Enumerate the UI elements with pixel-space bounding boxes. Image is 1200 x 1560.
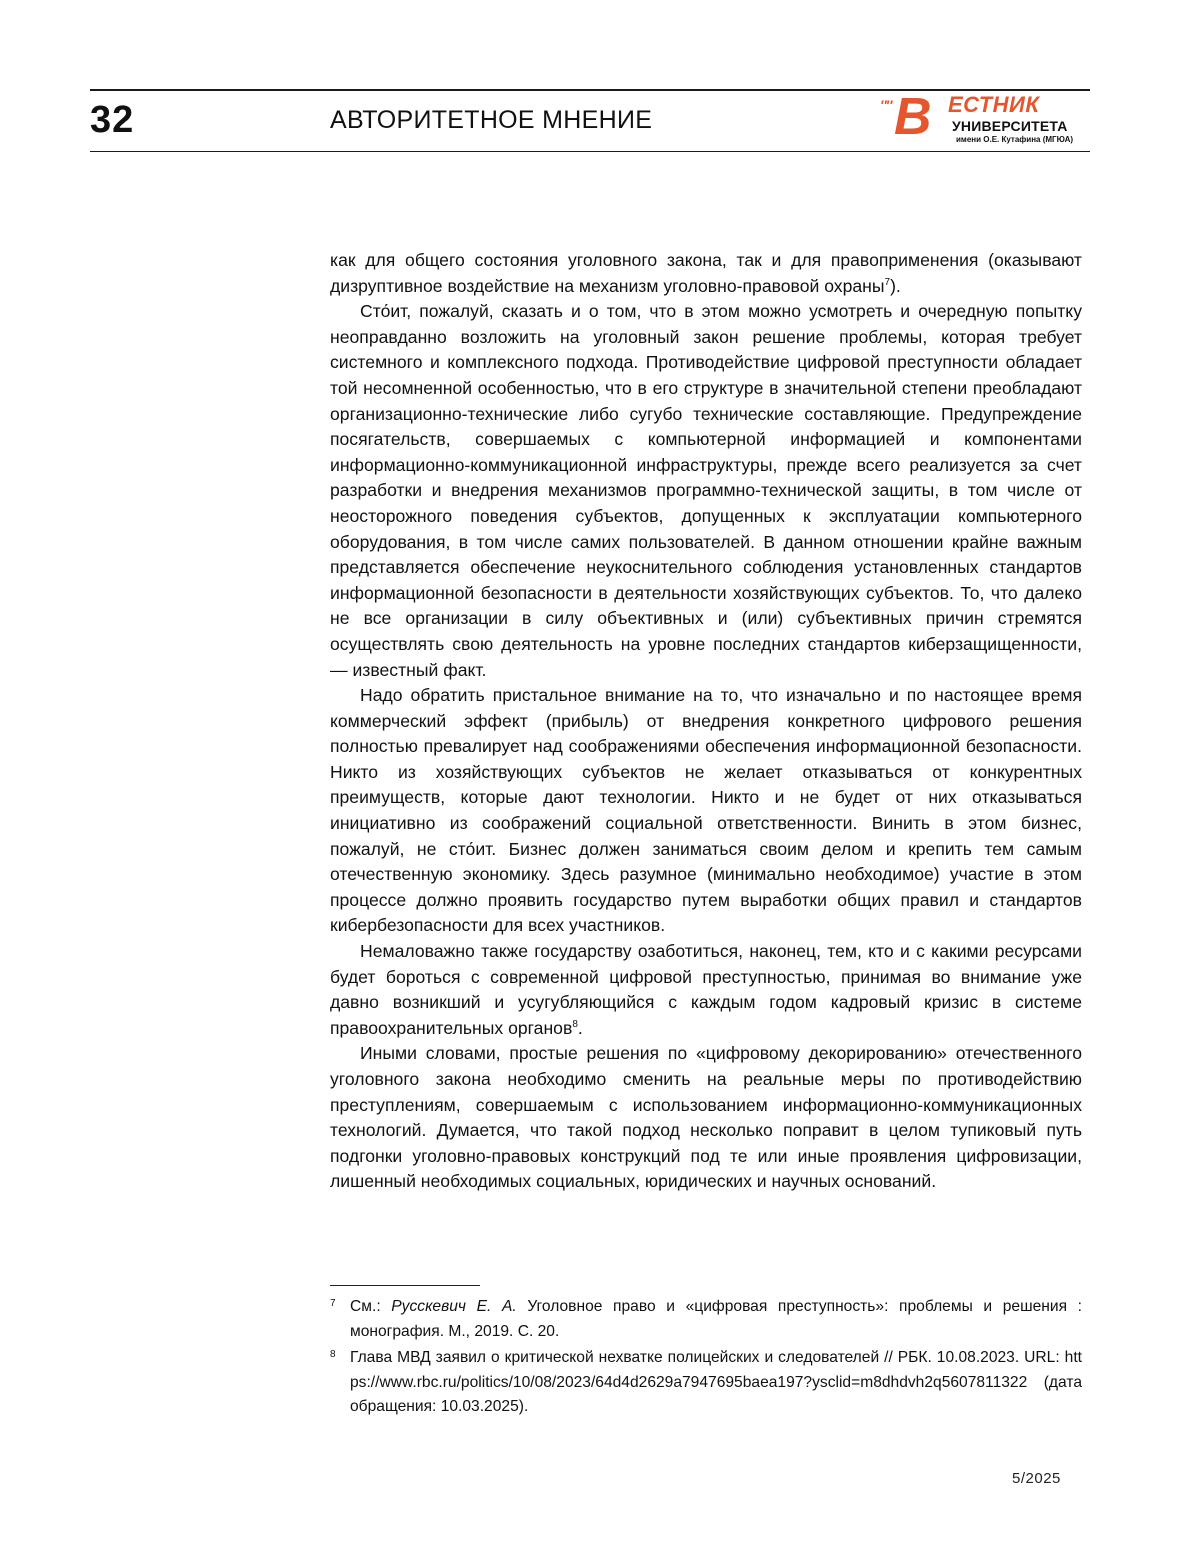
- paragraph: Сто́ит, пожалуй, сказать и о том, что в этом можно усмотреть и очередную попытку неоправданно возложить на уголовный закон решение проблемы, которая требует системного и комплексного подхода. Противодействие цифровой преступности обладает той несомненной особенностью, что в его структуре в значительной степени преобладают организационно-технические либо сугубо технические составляющие. Предупреждение посягательств, совершаемых с компьютерной информацией и компонентами информационно-коммуникационной инфраструктуры, прежде всего реализуется за счет разработки и внедрения механизмов программно-технической защиты, в том числе от неосторожного поведения субъектов, допущенных к эксплуатации компьютерного оборудования, в том числе самих пользователей. В данном отношении крайне важным представляется обеспечение неукоснительного соблюдения установленных стандартов информационной безопасности в деятельности хозяйствующих субъектов. То, что далеко не все организации в силу объективных и (или) субъективных причин стремятся осуществлять свою деятельность на уровне последних стандартов киберзащищенности, — известный факт.: [330, 301, 1082, 680]
- footnote-number: 7: [330, 1298, 336, 1309]
- header-bottom-rule: [90, 151, 1090, 152]
- paragraph: как для общего состояния уголовного закона, так и для правоприменения (оказывают дизруптивное воздействие на механизм уголовно-правовой охраны$^7$).: [330, 250, 1082, 296]
- footnote: 7 См.: Русскевич Е. А. Уголовное право и «цифровая преступность»: проблемы и решения : монография. М., 2019. С. 20.: [330, 1295, 1082, 1344]
- logo-named-after: имени О.Е. Кутафина (МГЮА): [956, 135, 1074, 144]
- paragraph: Надо обратить пристальное внимание на то, что изначально и по настоящее время коммерческий эффект (прибыль) от внедрения конкретного цифрового решения полностью превалирует над соображениями обеспечения информационной безопасности. Никто из хозяйствующих субъектов не желает отказываться от конкурентных преимуществ, которые дают технологии. Никто и не будет от них отказываться инициативно из соображений социальной ответственности. Винить в этом бизнес, пожалуй, не сто́ит. Бизнес должен заниматься своим делом и крепить тем самым отечественную экономику. Здесь разумное (минимально необходимое) участие в этом процессе должно проявить государство путем выработки общих правил и стандартов кибербезопасности для всех участников.: [330, 685, 1082, 936]
- footnote-separator: [330, 1285, 480, 1286]
- logo-letter: В: [894, 88, 932, 146]
- footnote: [330, 1346, 1082, 1420]
- issue-number: 5/2025: [1012, 1470, 1061, 1487]
- paragraph: Иными словами, простые решения по «цифровому декорированию» отечественного уголовного закона необходимо сменить на реальные меры по противодействию преступлениям, совершаемым с использованием информационно-коммуникационных технологий. Думается, что такой подход несколько поправит в целом тупиковый путь подгонки уголовно-правовых конструкций под те или иные проявления цифровизации, лишенный необходимых социальных, юридических и научных оснований.: [330, 1043, 1082, 1192]
- article-body: [330, 248, 1082, 1195]
- journal-logo: [880, 88, 1090, 148]
- logo-university: УНИВЕРСИТЕТА: [952, 118, 1068, 134]
- page-number: 32: [90, 99, 135, 141]
- footnote-author: Русскевич Е. А.: [391, 1298, 517, 1315]
- footnote-text: Глава МВД заявил о критической нехватке полицейских и следователей // РБК. 10.08.2023. URL: https://www.rbc.ru/politics/10/08/2023/64d4d2629a7947695baea197?ysclid=m8dhdvh2q5607811322 (дата обращения: 10.03.2025).: [350, 1349, 1082, 1415]
- logo-word: ЕСТНИК: [948, 92, 1040, 117]
- logo-speed-lines: ″″: [880, 97, 892, 113]
- paragraph: Немаловажно также государству озаботиться, наконец, тем, кто и с какими ресурсами будет бороться с современной цифровой преступностью, принимая во внимание уже давно возникший и усугубляющийся с каждым годом кадровый кризис в системе правоохранительных органов$^8$.: [330, 941, 1082, 1038]
- footnotes: [330, 1295, 1082, 1422]
- section-title: АВТОРИТЕТНОЕ МНЕНИЕ: [330, 106, 653, 134]
- footnote-ref[interactable]: 7: [884, 276, 891, 288]
- header-top-rule: [90, 89, 1090, 91]
- footnote-ref[interactable]: 8: [572, 1018, 578, 1030]
- footnote-number: 8: [330, 1349, 336, 1360]
